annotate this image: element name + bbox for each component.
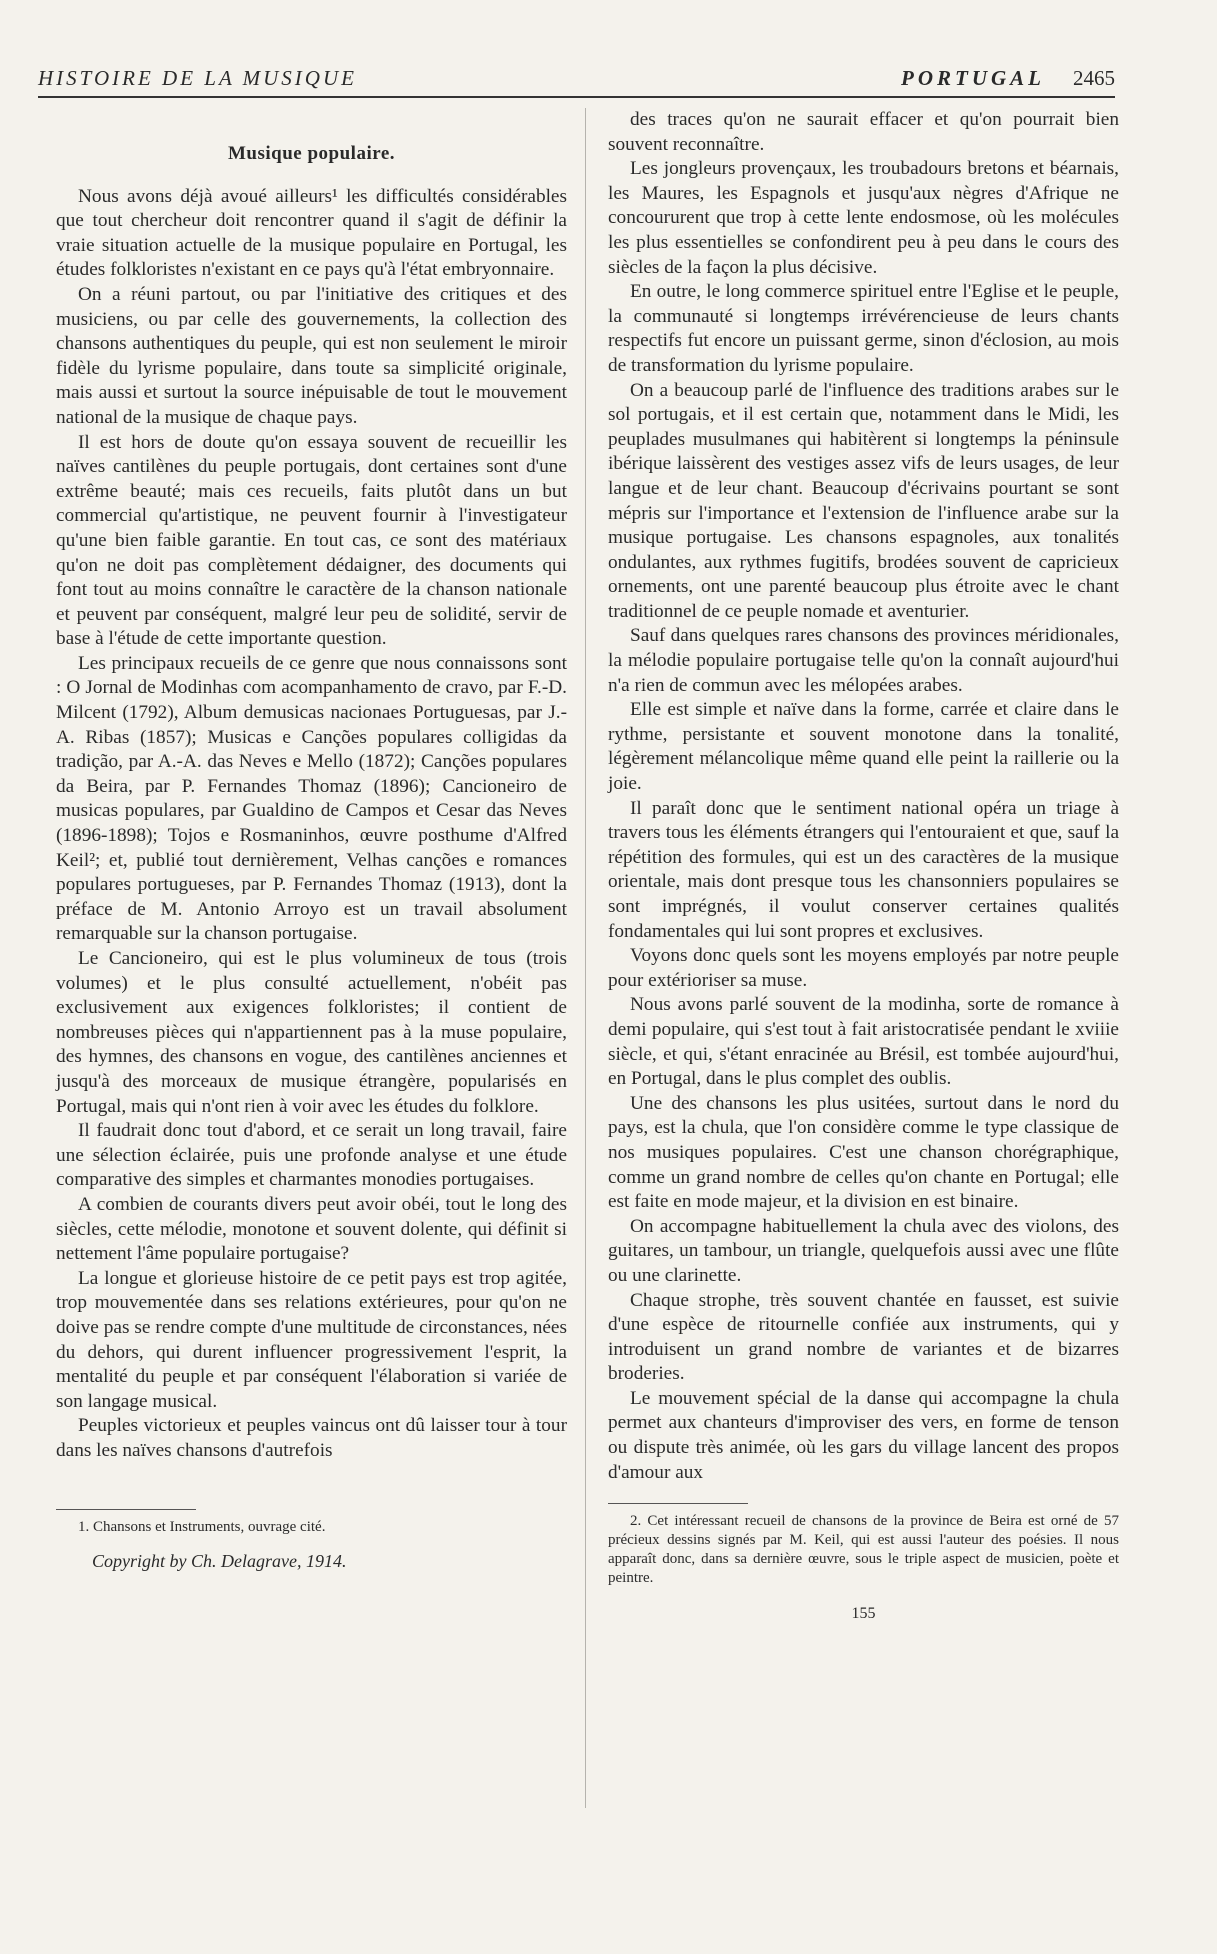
paragraph: La longue et glorieuse histoire de ce petit pays est trop agitée, trop mouvementée dans ses relations extérieures, pour qu'on ne doive pas se rendre compte d'une multitude de circonstances, nées du dehors, qui durent influencer progressivement l'esprit, la mentalité du peuple et par conséquent l'élaboration si variée de son langage musical. xyxy=(56,1267,567,1412)
paragraph: On a beaucoup parlé de l'influence des traditions arabes sur le sol portugais, et il est certain que, notamment dans le Midi, les peuplades musulmanes qui habitèrent si longtemps la péninsule ibérique laissèrent des vestiges assez vifs de leurs usages, de leur langue et de leur chant. Beaucoup d'écrivains pourtant se sont mépris sur l'importance et l'extension de l'influence arabe sur la musique portugaise. Les chansons espagnoles, aux tonalités ondulantes, aux rythmes fugitifs, brodées souvent de capricieux ornements, ont une parenté beaucoup plus étroite avec le chant traditionnel de ce peuple nomade et aventurier. xyxy=(608,379,1119,622)
paragraph: On accompagne habituellement la chula avec des violons, des guitares, un tambour, un triangle, quelquefois aussi avec une flûte ou une clarinette. xyxy=(608,1215,1119,1286)
paragraph: Le mouvement spécial de la danse qui accompagne la chula permet aux chanteurs d'improviser des vers, en forme de tenson ou dispute très animée, où les gars du village lancent des propos d'amour aux xyxy=(608,1387,1119,1483)
paragraph: Les jongleurs provençaux, les troubadours bretons et béarnais, les Maures, les Espagnols et jusqu'aux nègres d'Afrique ne concoururent que trop à cette lente endosmose, où les molécules les plus essentielles se confondirent peu à peu dans le cours des siècles de la façon la plus décisive. xyxy=(608,158,1119,278)
paragraph: Sauf dans quelques rares chansons des provinces méridionales, la mélodie populaire portugaise telle qu'on la connaît aujourd'hui n'a rien de commun avec les mélopées arabes. xyxy=(608,625,1119,696)
paragraph: Les principaux recueils de ce genre que nous connaissons sont : O Jornal de Modinhas com acompanhamento de cravo, par F.-D. Milcent (1792), Album demusicas nacionaes Portuguesas, par J.-A. Ribas (1857); Musicas e Canções populares colligidas da tradição, par A.-A. das Neves e Mello (1872); Canções populares da Beira, par P. Fernandes Thomaz (1896); Cancioneiro de musicas populares, par Gualdino de Campos et Cesar das Neves (1896-1898); Tojos e Rosmaninhos, œuvre posthume d'Alfred Keil²; et, publié tout dernièrement, Velhas canções e romances populares portugueses, par P. Fernandes Thomaz (1913), dont la préface de M. Antonio Arroyo est un travail absolument remarquable sur la chanson portugaise. xyxy=(56,652,567,945)
footnote-2: 2. Cet intéressant recueil de chansons de la province de Beira est orné de 57 précieux dessins signés par M. Keil, qui est aussi l'auteur des poésies. Il nous apparaît donc, dans sa dernière œuvre, sous le triple aspect de musicien, poète et peintre. xyxy=(608,1513,1119,1587)
paragraph: Il est hors de doute qu'on essaya souvent de recueillir les naïves cantilènes du peuple portugais, dont certaines sont d'une extrême beauté; mais ces recueils, faits plutôt dans un but commercial qu'artistique, ne peuvent fournir à l'investigateur qu'une bien faible garantie. En tout cas, ce sont des matériaux qu'on ne doit pas complètement dédaigner, des documents qui font tout au moins connaître le caractère de la chanson nationale et peuvent par conséquent, malgré leur peu de solidité, servir de base à l'étude de cette importante question. xyxy=(56,431,567,650)
paragraph: Voyons donc quels sont les moyens employés par notre peuple pour extérioriser sa muse. xyxy=(608,945,1119,991)
header-book-title: HISTOIRE DE LA MUSIQUE xyxy=(38,66,357,90)
paragraph: Chaque strophe, très souvent chantée en fausset, est suivie d'une espèce de ritournelle confiée aux instruments, qui y introduisent un grand nombre de variantes et de bizarres broderies. xyxy=(608,1289,1119,1385)
folio-number: 155 xyxy=(851,1605,876,1623)
copyright-line: Copyright by Ch. Delagrave, 1914. xyxy=(92,1551,347,1572)
footnote-1: 1. Chansons et Instruments, ouvrage cité. xyxy=(78,1519,326,1536)
footnote-rule xyxy=(608,1503,748,1504)
header-chapter-title: PORTUGAL xyxy=(901,66,1045,90)
section-title: Musique populaire. xyxy=(227,143,396,164)
paragraph: des traces qu'on ne saurait effacer et qu'on pourrait bien souvent reconnaître. xyxy=(608,109,1119,155)
paragraph: Il faudrait donc tout d'abord, et ce serait un long travail, faire une sélection éclairée, puis une profonde analyse et une étude comparative des simples et charmantes monodies portugaises. xyxy=(56,1120,567,1191)
column-divider xyxy=(585,108,586,1808)
paragraph: Une des chansons les plus usitées, surtout dans le nord du pays, est la chula, que l'on considère comme le type classique de nos musiques populaires. C'est une chanson chorégraphique, comme un grand nombre de celles qu'on chante en Portugal; elle est faite en mode majeur, et la division en est binaire. xyxy=(608,1092,1119,1213)
running-header xyxy=(38,66,1115,98)
paragraph: En outre, le long commerce spirituel entre l'Eglise et le peuple, la communauté si longtemps irrévérencieuse de leurs chants respectifs fut encore un puissant germe, sinon d'éclosion, au mois de transformation du lyrisme populaire. xyxy=(608,281,1119,376)
footnote-rule xyxy=(56,1509,196,1510)
paragraph: Peuples victorieux et peuples vaincus ont dû laisser tour à tour dans les naïves chansons d'autrefois xyxy=(56,1415,567,1461)
left-column xyxy=(56,108,567,1574)
paragraph: Nous avons parlé souvent de la modinha, sorte de romance à demi populaire, qui s'est tout à fait aristocratisée pendant le xviiie siècle, et qui, s'étant enracinée au Brésil, est tombée aujourd'hui, en Portugal, dans le plus complet des oublis. xyxy=(608,994,1119,1090)
right-column xyxy=(608,108,1119,1627)
paragraph: Il paraît donc que le sentiment national opéra un triage à travers tous les éléments étrangers qui l'entouraient et que, sauf la répétition des formules, qui est un des caractères de la musique orientale, mais dont presque tous les chansonniers populaires se sont imprégnés, il voulut conserver certaines qualités fondamentales qui lui sont propres et exclusives. xyxy=(608,797,1119,942)
paragraph: Elle est simple et naïve dans la forme, carrée et claire dans le rythme, persistante et souvent monotone dans la tonalité, légèrement mélancolique même quand elle peint la raillerie ou la joie. xyxy=(608,699,1119,795)
paragraph: Le Cancioneiro, qui est le plus volumineux de tous (trois volumes) et le plus consulté actuellement, n'obéit pas exclusivement aux exigences folkloristes; il contient de nombreuses pièces qui n'appartiennent pas à la muse populaire, des hymnes, des chansons en vogue, des cantilènes anciennes et jusqu'à des morceaux de musique étrangère, popularisés en Portugal, mais qui n'ont rien à voir avec les études du folklore. xyxy=(56,948,567,1117)
paragraph: On a réuni partout, ou par l'initiative des critiques et des musiciens, ou par celle des gouvernements, la collection des chansons authentiques du peuple, qui est non seulement le miroir fidèle du lyrisme populaire, dans toute sa simplicité originale, mais aussi et surtout la source inépuisable de tout le mouvement national de la musique de chaque pays. xyxy=(56,283,567,428)
paragraph: A combien de courants divers peut avoir obéi, tout le long des siècles, cette mélodie, monotone et souvent dolente, qui définit si nettement l'âme populaire portugaise? xyxy=(56,1193,567,1265)
header-page-number: 2465 xyxy=(1073,66,1115,90)
paragraph: Nous avons déjà avoué ailleurs¹ les difficultés considérables que tout chercheur doit rencontrer quand il s'agit de définir la vraie situation actuelle de la musique populaire en Portugal, les études folkloristes n'existant en ce pays qu'à l'état embryonnaire. xyxy=(56,185,567,281)
